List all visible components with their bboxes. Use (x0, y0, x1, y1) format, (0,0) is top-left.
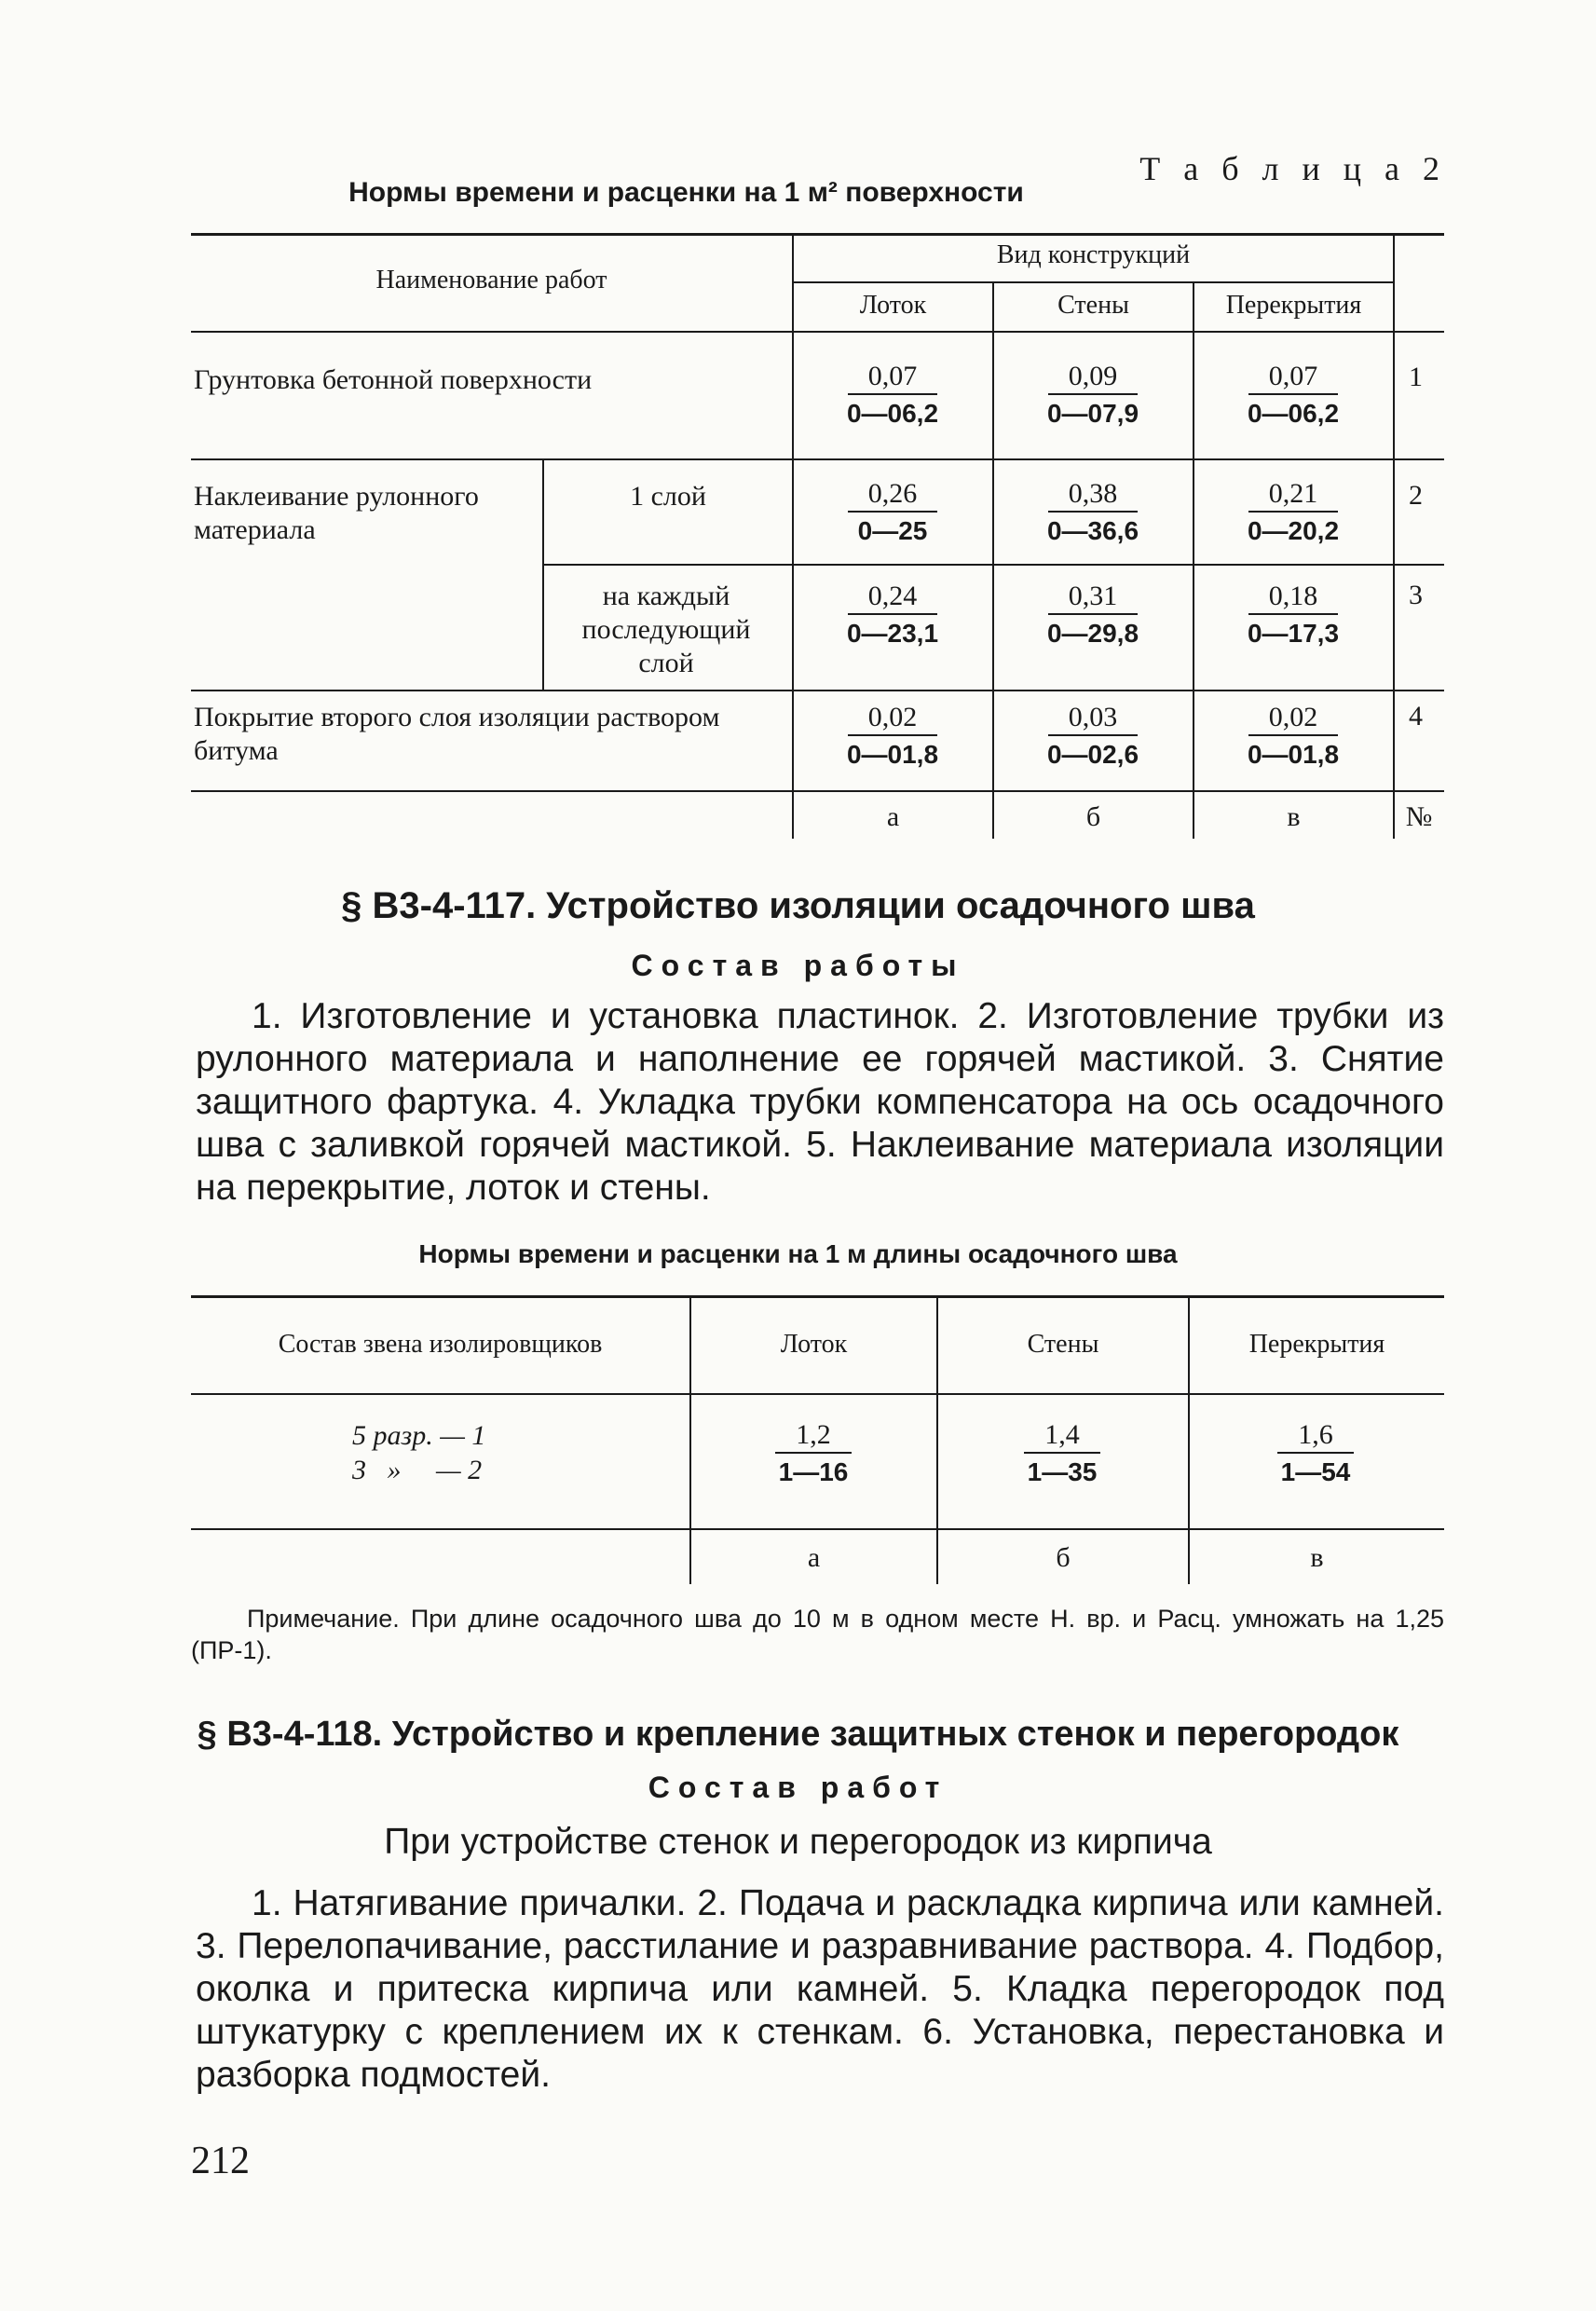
colcode-num: № (1405, 801, 1433, 832)
t117-colcode-a: а (807, 1542, 821, 1573)
row2-name: Наклеивание рулонного материала (194, 481, 479, 545)
section-117-text: 1. Изготовление и установка пластинок. 2. Изготовление трубки из рулонного материала и наполнение ее горячей мастикой. 3. Снятие защитного фартука. 4. Укладка трубки компенсатора на ось осадочного шва с заливкой горячей мастикой. 5. Наклеивание материала изоляции на перекрытие, лоток и стены. (196, 996, 1444, 1208)
t117-val-a: $\frac{1,2}{1—16}$ (715, 1418, 912, 1491)
row2-sub: 1 слой (630, 481, 706, 512)
section-118-title: § В3-4-118. Устройство и крепление защитных стенок и перегородок (197, 1715, 1399, 1754)
row4-num: 4 (1409, 701, 1423, 732)
t117-header-lotok: Лоток (780, 1330, 848, 1359)
t117-val-c: $\frac{1,6}{1—54}$ (1217, 1418, 1414, 1491)
header-col-steny: Стены (1057, 291, 1129, 320)
header-work-name: Наименование работ (375, 266, 607, 294)
row4-val-b: $\frac{0,03}{0—02,6}$ (1046, 702, 1139, 769)
section-117-title: § В3-4-117. Устройство изоляции осадочного шва (341, 885, 1255, 926)
row3-num: 3 (1409, 580, 1423, 610)
note: Примечание. При длине осадочного шва до 10 м в одном месте Н. вр. и Расц. умножать на 1,25 (ПР-1). (191, 1605, 1444, 1664)
table-caption: Нормы времени и расценки на 1 м² поверхности (348, 177, 1024, 208)
header-col-lotok: Лоток (859, 291, 927, 320)
table-117-caption: Нормы времени и расценки на 1 м длины осадочного шва (418, 1239, 1178, 1268)
section-118-lead: При устройстве стенок и перегородок из кирпича (384, 1822, 1212, 1862)
row4-name: Покрытие второго слоя изоляции раствором битума (194, 702, 720, 766)
row1-name: Грунтовка бетонной поверхности (194, 364, 593, 395)
row1-val-b: $\frac{0,09}{0—07,9}$ (1046, 361, 1139, 428)
t117-header-perekrytiya: Перекрытия (1248, 1330, 1385, 1359)
row3-val-c: $\frac{0,18}{0—17,3}$ (1247, 581, 1340, 648)
row3-val-a: $\frac{0,24}{0—23,1}$ (846, 581, 939, 648)
row3-val-b: $\frac{0,31}{0—29,8}$ (1046, 581, 1139, 648)
row1-val-c: $\frac{0,07}{0—06,2}$ (1247, 361, 1340, 428)
t117-header-crew: Состав звена изолировщиков (278, 1330, 603, 1359)
colcode-c: в (1287, 801, 1301, 832)
t117-colcode-c: в (1310, 1542, 1324, 1573)
section-117-subtitle: Состав работы (631, 949, 965, 982)
t117-crew-line-1: 5 разр. — 1 (352, 1420, 486, 1451)
row3-sub: на каждый последующий слой (581, 581, 751, 678)
row4-val-a: $\frac{0,02}{0—01,8}$ (846, 702, 939, 769)
colcode-b: б (1085, 801, 1101, 832)
section-118-subtitle: Состав работ (648, 1771, 948, 1804)
row2-val-c: $\frac{0,21}{0—20,2}$ (1247, 478, 1340, 545)
page-number: 212 (191, 2140, 250, 2182)
t117-val-b: $\frac{1,4}{1—35}$ (963, 1418, 1161, 1491)
t117-crew-line-2: 3 » — 2 (352, 1455, 483, 1485)
header-col-perekrytiya: Перекрытия (1225, 291, 1362, 320)
table-label: Т а б л и ц а 2 (1139, 150, 1447, 187)
t117-colcode-b: б (1056, 1542, 1071, 1573)
colcode-a: а (886, 801, 900, 832)
section-118-text: 1. Натягивание причалки. 2. Подача и раскладка кирпича или камней. 3. Перелопачивание, расстилание и разравнивание раствора. 4. Подбор, околка и притеска кирпича или камней. 5. Кладка перегородок под штукатурку с креплением их к стенкам. 6. Установка, перестановка и разборка подмостей. (196, 1883, 1444, 2095)
row1-val-a: $\frac{0,07}{0—06,2}$ (846, 361, 939, 428)
row2-val-a: $\frac{0,26}{0—25}$ (794, 477, 991, 550)
t117-header-steny: Стены (1027, 1330, 1099, 1359)
row1-num: 1 (1409, 362, 1423, 392)
header-construction-type: Вид конструкций (996, 240, 1191, 269)
row4-val-c: $\frac{0,02}{0—01,8}$ (1247, 702, 1340, 769)
row2-num: 2 (1409, 480, 1423, 511)
row2-val-b: $\frac{0,38}{0—36,6}$ (1046, 478, 1139, 545)
